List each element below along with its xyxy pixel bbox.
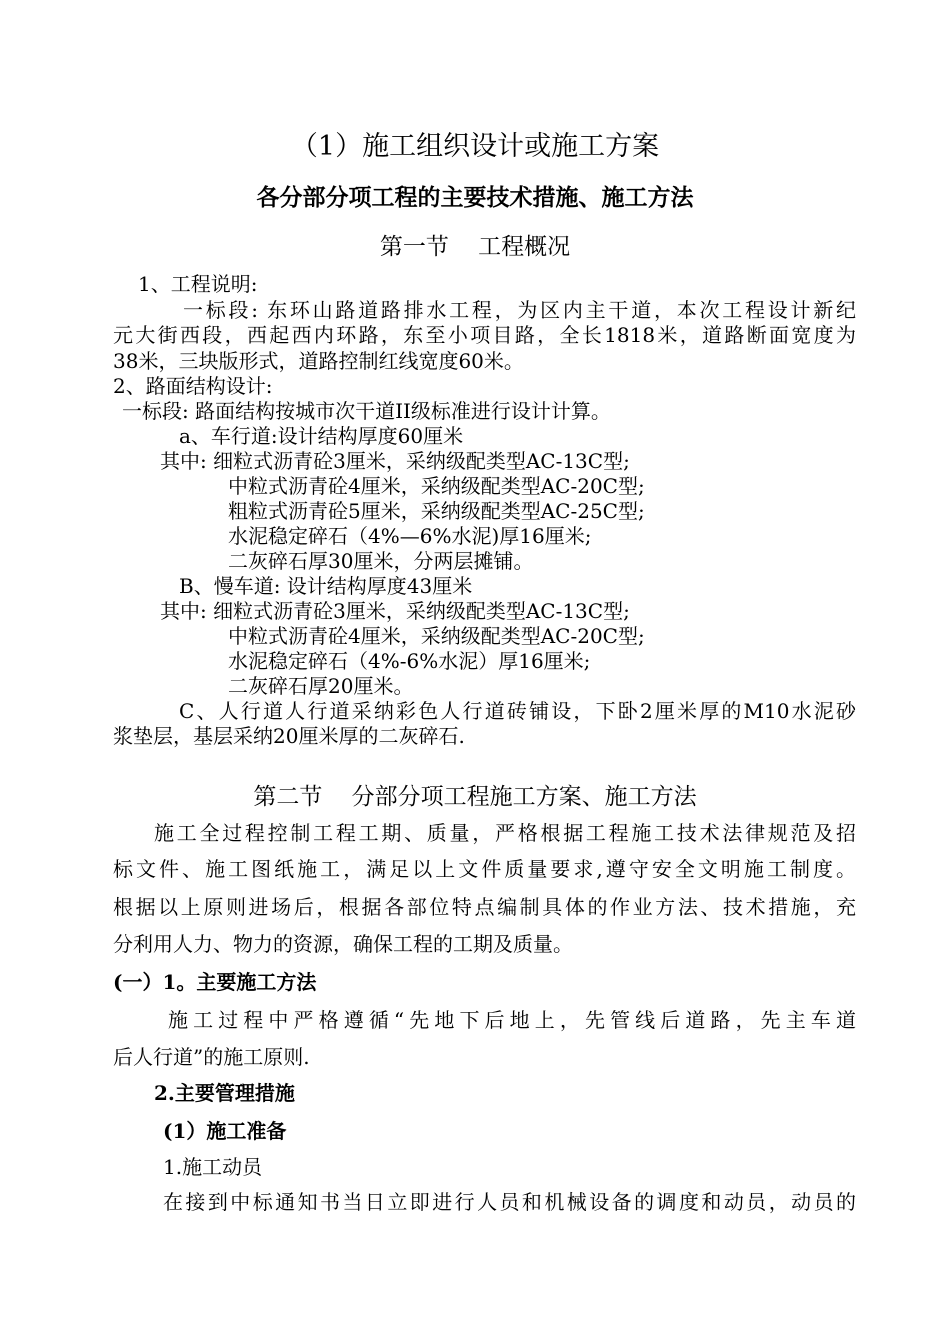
slowlane-item-3: 水泥稳定碎石（4%-6%水泥）厚16厘米; <box>228 649 591 673</box>
item2-intro: 一标段: 路面结构按城市次干道II级标准进行设计计算。 <box>122 399 611 423</box>
preparation-heading: (1）施工准备 <box>163 1119 287 1143</box>
section1-heading: 第一节 工程概况 <box>379 234 571 260</box>
slowlane-item-1: 其中: 细粒式沥青砼3厘米，采纳级配类型AC-13C型; <box>160 599 630 623</box>
slowlane-item-2: 中粒式沥青砼4厘米，采纳级配类型AC-20C型; <box>228 624 645 648</box>
sidewalk-line-2: 浆垫层，基层采纳20厘米厚的二灰碎石. <box>113 724 465 748</box>
section2-para-line-4: 分利用人力、物力的资源，确保工程的工期及质量。 <box>113 932 573 956</box>
mobilization-line-1: 在接到中标通知书当日立即进行人员和机械设备的调度和动员，动员的 <box>163 1190 856 1214</box>
item1-line-1: 一标段: 东环山路道路排水工程，为区内主干道，本次工程设计新纪 <box>183 298 856 322</box>
roadway-item-5: 二灰碎石厚30厘米，分两层摊铺。 <box>228 549 534 573</box>
item1-line-3: 38米，三块版形式，道路控制红线宽度60米。 <box>113 349 524 373</box>
doc-subtitle: 各分部分项工程的主要技术措施、施工方法 <box>256 184 694 211</box>
item2-label: 2、路面结构设计: <box>113 374 273 398</box>
section2-heading: 第二节 分部分项工程施工方案、施工方法 <box>253 784 697 810</box>
section2-para-line-2: 标文件、施工图纸施工，满足以上文件质量要求,遵守安全文明施工制度。 <box>113 857 856 881</box>
slowlane-item-4: 二灰碎石厚20厘米。 <box>228 674 414 698</box>
slowlane-label: B、慢车道: 设计结构厚度43厘米 <box>179 574 473 598</box>
method-heading: (一）1。主要施工方法 <box>113 970 317 994</box>
roadway-item-4: 水泥稳定碎石（4%—6%水泥)厚16厘米; <box>228 524 592 548</box>
method-line-2: 后人行道”的施工原则. <box>113 1045 310 1069</box>
method-line-1: 施工过程中严格遵循“先地下后地上，先管线后道路，先主车道 <box>168 1008 856 1032</box>
roadway-item-3: 粗粒式沥青砼5厘米，采纳级配类型AC-25C型; <box>228 499 645 523</box>
management-heading: 2.主要管理措施 <box>154 1081 295 1105</box>
doc-title: （1）施工组织设计或施工方案 <box>290 131 660 162</box>
roadway-item-2: 中粒式沥青砼4厘米，采纳级配类型AC-20C型; <box>228 474 645 498</box>
roadway-label: a、车行道:设计结构厚度60厘米 <box>179 424 464 448</box>
mobilization-heading: 1.施工动员 <box>163 1155 263 1179</box>
roadway-item-1: 其中: 细粒式沥青砼3厘米，采纳级配类型AC-13C型; <box>160 449 630 473</box>
sidewalk-line-1: C、人行道人行道采纳彩色人行道砖铺设，下卧2厘米厚的M10水泥砂 <box>179 699 856 723</box>
section2-para-line-3: 根据以上原则进场后，根据各部位特点编制具体的作业方法、技术措施，充 <box>113 895 856 919</box>
section2-para-line-1: 施工全过程控制工程工期、质量，严格根据工程施工技术法律规范及招 <box>154 821 856 845</box>
item1-label: 1、工程说明: <box>138 272 258 296</box>
item1-line-2: 元大街西段，西起西内环路，东至小项目路，全长1818米，道路断面宽度为 <box>113 323 856 347</box>
